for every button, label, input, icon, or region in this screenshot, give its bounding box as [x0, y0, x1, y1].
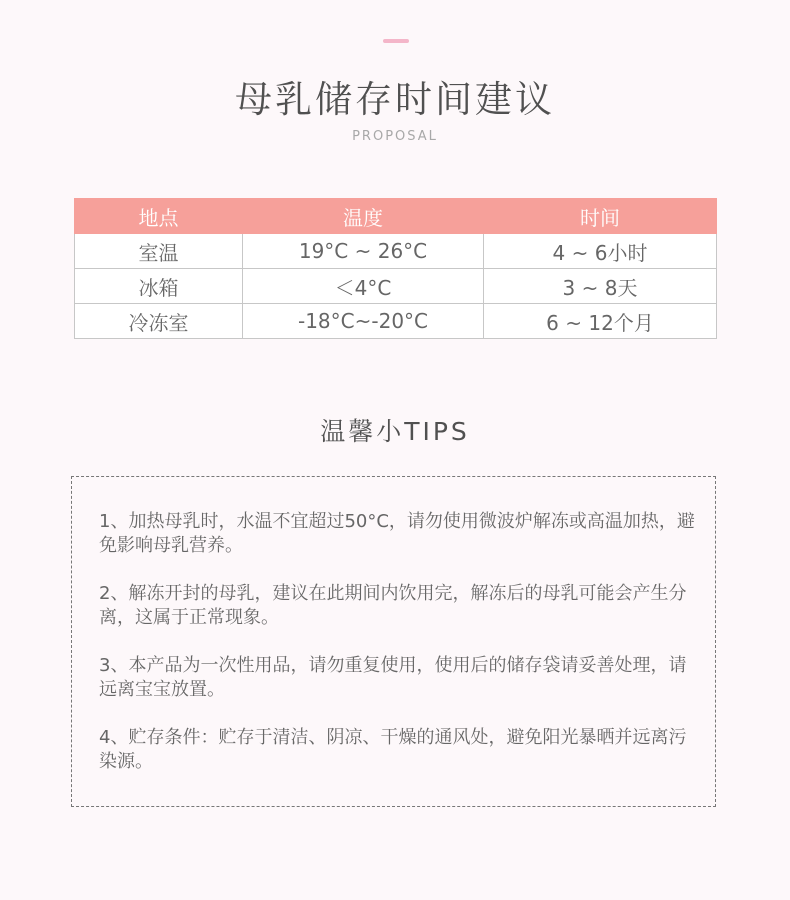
column-header-location: 地点: [75, 199, 243, 234]
cell-location: 室温: [75, 234, 243, 269]
tip-item: 2、解冻开封的母乳，建议在此期间内饮用完，解冻后的母乳可能会产生分离，这属于正常现象。: [99, 583, 687, 628]
cell-temperature: -18°C~-20°C: [243, 304, 484, 339]
tip-item: 4、贮存条件：贮存于清洁、阴凉、干燥的通风处，避免阳光暴晒并远离污染源。: [99, 727, 687, 772]
table-row: [75, 234, 717, 269]
cell-location: 冰箱: [75, 269, 243, 304]
tips-box: [71, 476, 716, 807]
cell-location: 冷冻室: [75, 304, 243, 339]
table-row: [75, 304, 717, 339]
tip-item: 3、本产品为一次性用品，请勿重复使用，使用后的储存袋请妥善处理，请远离宝宝放置。: [99, 655, 687, 700]
table-row: [75, 269, 717, 304]
storage-table: [74, 198, 717, 339]
tips-title: 温馨小TIPS: [320, 417, 470, 446]
table-header-row: [75, 199, 717, 234]
accent-bar: [383, 39, 409, 43]
page-title: 母乳储存时间建议: [235, 78, 555, 121]
cell-duration: 6 ~ 12个月: [484, 304, 717, 339]
cell-temperature: 19°C ~ 26°C: [243, 234, 484, 269]
column-header-temperature: 温度: [243, 199, 484, 234]
column-header-duration: 时间: [484, 199, 717, 234]
page-subtitle: PROPOSAL: [352, 129, 438, 144]
cell-duration: 4 ~ 6小时: [484, 234, 717, 269]
cell-temperature: ＜4°C: [243, 269, 484, 304]
tip-item: 1、加热母乳时，水温不宜超过50°C，请勿使用微波炉解冻或高温加热，避免影响母乳营养。: [99, 511, 695, 556]
cell-duration: 3 ~ 8天: [484, 269, 717, 304]
